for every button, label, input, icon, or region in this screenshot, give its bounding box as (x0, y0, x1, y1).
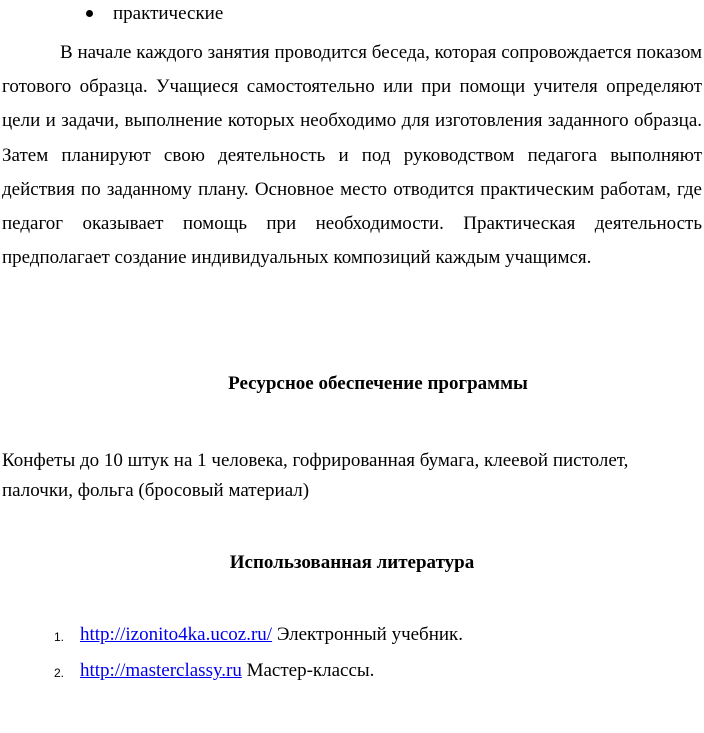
literature-item (0, 623, 704, 649)
bullet-dot-icon (86, 10, 93, 17)
literature-heading: Использованная литература (229, 552, 475, 573)
main-paragraph: В начале каждого занятия проводится беседа, которая сопровождается показом готового образца. Учащиеся самостоятельно или при помощи учителя определяют цели и задачи, выполнение которых необходимо для изготовления заданного образца. Затем планируют свою деятельность и под руководством педагога выполняют действия по заданному плану. Основное место отводится практическим работам, где педагог оказывает помощь при необходимости. Практическая деятельность предполагает создание индивидуальных композиций каждым учащимся. (2, 42, 702, 269)
literature-item-number: 1. (54, 630, 65, 644)
literature-item-description: Мастер-классы. (241, 660, 375, 681)
literature-link[interactable]: http://izonito4ka.ucoz.ru/ (80, 624, 273, 645)
bullet-text: практические (113, 3, 224, 24)
bullet-item (0, 0, 704, 28)
resources-text: Конфеты до 10 штук на 1 человека, гофрированная бумага, клеевой пистолет, палочки, фольга (бросовый материал) (2, 450, 629, 501)
literature-link[interactable]: http://masterclassy.ru (80, 660, 242, 681)
literature-item-description: Электронный учебник. (272, 624, 464, 645)
literature-item-body (80, 623, 463, 647)
resources-heading: Ресурсное обеспечение программы (228, 373, 528, 394)
literature-item-number: 2. (54, 666, 65, 680)
literature-item-body (80, 659, 374, 683)
literature-item (0, 659, 704, 685)
